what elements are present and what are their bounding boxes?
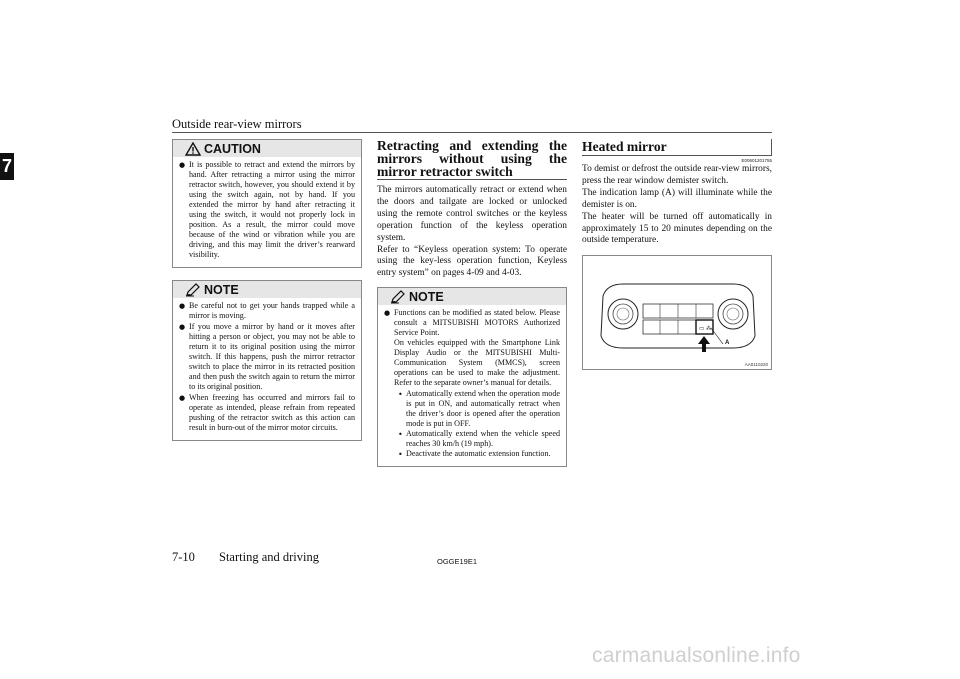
note-item: ● Be careful not to get your hands trapped while a mirror is moving. [179, 301, 355, 320]
watermark[interactable]: carmanualsonline.info [592, 644, 801, 667]
climate-control-panel-illustration [583, 256, 771, 369]
bullet-icon: ● [179, 323, 186, 331]
pencil-icon [390, 290, 406, 304]
bullet-icon: ● [179, 161, 186, 169]
section-title-heated: Heated mirror [582, 139, 772, 156]
note-body-left [173, 298, 361, 440]
note-item: ● If you move a mirror by hand or it moves after hitting a person or object, you may not be able to return it to its original position using the mirror switch. If this happens, push the mirror retractor switch to place the mirror in its retracted position and then push the switch again to return the mirror to its original position. [179, 322, 355, 391]
caution-box [172, 139, 362, 268]
pencil-icon [185, 283, 201, 297]
page-number: 7-10 [172, 550, 195, 564]
header-rule [172, 132, 772, 133]
dot-icon: • [398, 429, 403, 440]
footer-section-name: Starting and driving [219, 550, 319, 564]
note-header-left [173, 281, 361, 298]
svg-text:▭ ⁂: ▭ ⁂ [699, 326, 712, 333]
note-header-mid [378, 288, 566, 305]
left-column [172, 139, 362, 441]
caution-item: ● It is possible to retract and extend the mirrors by hand. After retracting a mirror using the mirror retractor switch, however, you should extend it by using the switch again, not by hand. If you extended the mirror by hand after retracting it using the switch, it would not properly lock in position. As a result, the mirror could move because of the wind or vibration while you are driving, and this may limit the driver’s rearward visibility. [179, 160, 355, 259]
note-sub-item: • Deactivate the automatic extension function. [398, 449, 551, 460]
running-title: Outside rear-view mirrors [172, 117, 302, 131]
paragraph: The indication lamp (A) will illuminate while the demister is on. [582, 187, 772, 210]
caution-body [173, 157, 361, 267]
paragraph: Refer to “Keyless operation system: To operate using the key-less operation function, Keyless entry system” on pages 4-09 and 4-03. [377, 244, 567, 279]
bullet-icon: ● [179, 302, 186, 310]
reference-code: E00601201755 [741, 158, 772, 163]
note-box-left [172, 280, 362, 441]
note-paragraph: On vehicles equipped with the Smartphone Link Display Audio or the MITSUBISHI Multi-Communication System (MMCS), screen operations can be used to make the adjustment. Refer to the separate owner’s manual for details. [394, 338, 560, 388]
note-item: ● When freezing has occurred and mirrors fail to operate as intended, please refrain from repeated pushing of the retractor switch as this action can result in burn-out of the mirror motor circuits. [179, 393, 355, 432]
note-item [384, 308, 560, 459]
section-body-heated [582, 164, 772, 247]
note-box-mid [377, 287, 567, 467]
caution-label: CAUTION [204, 141, 261, 156]
note-sub-list [394, 389, 560, 459]
section-title-retract: Retracting and extending the mirrors without using the mirror retractor switch [377, 138, 567, 179]
bullet-icon: ● [179, 394, 186, 402]
note-sub-item: • Automatically extend when the operation mode is put in ON, and automatically retract when the driver’s door is opened after the operation mode is put in OFF. [398, 389, 560, 429]
dot-icon: • [398, 389, 403, 400]
paragraph: The mirrors automatically retract or extend when the doors and tailgate are locked or unlocked using the remote control switches or the keyless operation function of the keyless operation system. [377, 185, 567, 243]
note-item-text: Functions can be modified as stated below. Please consult a MITSUBISHI MOTORS Authorized Service Point. [394, 308, 560, 338]
note-sub-item: • Automatically extend when the vehicle speed reaches 30 km/h (19 mph). [398, 429, 560, 449]
dot-icon: • [398, 449, 403, 460]
warning-triangle-icon [185, 142, 201, 156]
figure-code: AA0110220 [744, 362, 768, 368]
middle-column [377, 139, 567, 467]
section-body-retract [377, 185, 567, 280]
right-column [582, 139, 772, 370]
note-body-mid [378, 305, 566, 466]
caution-header [173, 140, 361, 157]
document-code: OGGE19E1 [437, 557, 478, 566]
paragraph: The heater will be turned off automatically in approximately 15 to 20 minutes depending on the outside temperature. [582, 211, 772, 246]
note-label-mid: NOTE [409, 289, 444, 304]
callout-label-a: A [725, 340, 730, 347]
bullet-icon: ● [384, 309, 391, 318]
climate-panel-figure [582, 255, 772, 370]
note-label-left: NOTE [204, 282, 239, 297]
paragraph: To demist or defrost the outside rear-view mirrors, press the rear window demister switch. [582, 164, 772, 186]
chapter-tab[interactable]: 7 [0, 153, 14, 180]
